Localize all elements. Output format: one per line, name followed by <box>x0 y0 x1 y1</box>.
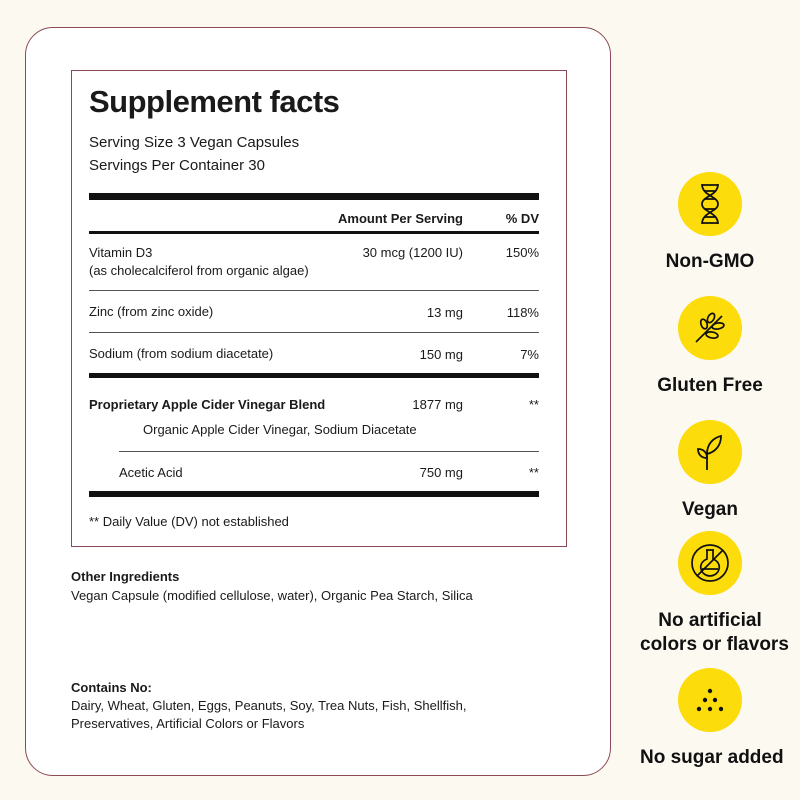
badge-no-artificial <box>640 531 789 657</box>
badge-label: Vegan <box>682 499 738 520</box>
dna-icon <box>678 172 742 236</box>
facts-title: Supplement facts <box>89 84 340 119</box>
divider-thick <box>89 491 539 497</box>
acetic-acid-amount: 750 mg <box>419 465 463 480</box>
badge-label: No sugar added <box>640 747 784 768</box>
blend-dv: ** <box>528 397 539 412</box>
col-amount-header: Amount Per Serving <box>338 211 463 226</box>
badge-gluten-free <box>640 296 780 398</box>
divider <box>89 290 539 291</box>
nutrient-source: (as cholecalciferol from organic algae) <box>89 263 309 278</box>
blend-amount: 1877 mg <box>412 397 463 412</box>
badge-non-gmo <box>640 172 780 274</box>
serving-size: Serving Size 3 Vegan Capsules <box>89 134 300 151</box>
badge-vegan <box>640 420 780 522</box>
acetic-acid-dv: ** <box>528 465 539 480</box>
sugar-dots-icon <box>678 668 742 732</box>
nutrient-name: Zinc (from zinc oxide) <box>89 304 214 319</box>
servings-per-container: Servings Per Container 30 <box>89 157 265 174</box>
divider <box>119 451 539 452</box>
nutrient-dv: 118% <box>506 305 539 320</box>
nutrient-amount: 30 mcg (1200 IU) <box>362 245 463 260</box>
nutrient-amount: 13 mg <box>426 305 463 320</box>
other-ingredients-text: Vegan Capsule (modified cellulose, water), Organic Pea Starch, Silica <box>71 588 473 603</box>
contains-no-heading: Contains No: <box>71 680 152 695</box>
blend-name: Proprietary Apple Cider Vinegar Blend <box>89 397 326 412</box>
col-dv-header: % DV <box>505 211 539 226</box>
blend-ingredients: Organic Apple Cider Vinegar, Sodium Diacetate <box>143 422 417 437</box>
divider <box>89 231 539 234</box>
badge-label-line1: No artificial <box>658 610 762 631</box>
sprout-icon <box>678 420 742 484</box>
nutrient-name: Vitamin D3 <box>89 245 153 260</box>
divider-thick <box>89 193 539 200</box>
other-ingredients-heading: Other Ingredients <box>71 569 180 584</box>
badge-label-line2: colors or flavors <box>640 634 789 655</box>
badge-label: Non-GMO <box>665 251 755 272</box>
no-flask-icon <box>678 531 742 595</box>
badge-label: Gluten Free <box>657 375 763 396</box>
contains-no-line2: Preservatives, Artificial Colors or Flavors <box>71 716 305 731</box>
divider <box>89 332 539 333</box>
nutrient-dv: 150% <box>505 245 539 260</box>
contains-no-line1: Dairy, Wheat, Gluten, Eggs, Peanuts, Soy, Trea Nuts, Fish, Shellfish, <box>71 698 467 713</box>
divider-thick <box>89 373 539 378</box>
nutrient-amount: 150 mg <box>419 347 463 362</box>
nutrient-dv: 7% <box>520 347 539 362</box>
nutrient-name: Sodium (from sodium diacetate) <box>89 346 274 361</box>
wheat-icon <box>678 296 742 360</box>
acetic-acid-name: Acetic Acid <box>119 465 183 480</box>
footnote: ** Daily Value (DV) not established <box>89 514 289 529</box>
badge-no-sugar <box>640 668 784 770</box>
